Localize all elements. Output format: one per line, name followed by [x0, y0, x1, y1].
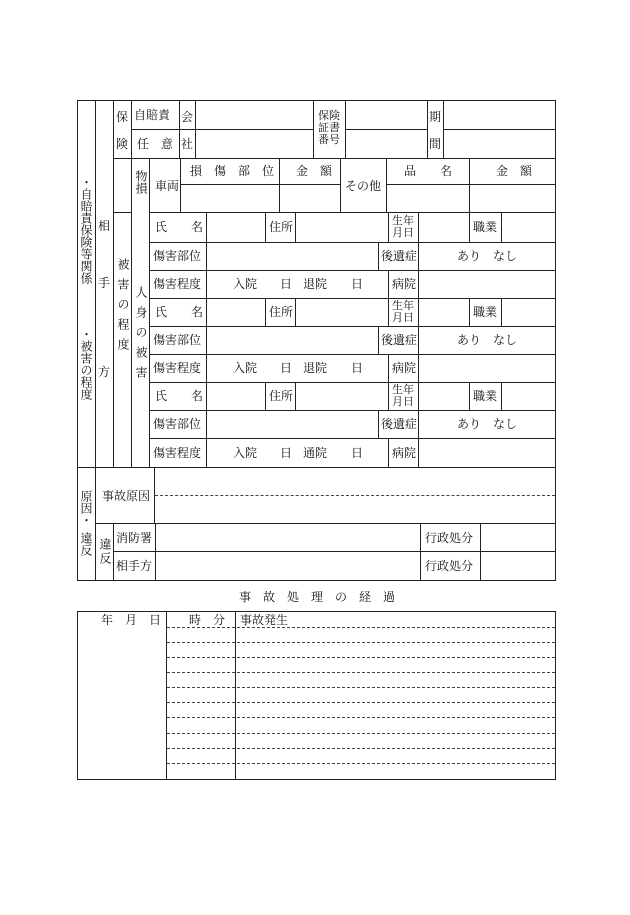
- nichi-label-2b: 日: [351, 361, 364, 375]
- genin-label: 原因・: [79, 490, 93, 526]
- gyosei-shobun-label-2: 行政処分: [425, 559, 474, 573]
- nichi-label-2a: 日: [280, 361, 293, 375]
- birth-label-3a: 生年: [392, 383, 414, 396]
- address-label-3: 住所: [269, 389, 294, 403]
- hoken-shosho-2: 証書: [318, 121, 340, 134]
- ihan-v-label: 違反: [98, 538, 112, 566]
- occupation-label-1: 職業: [473, 220, 498, 234]
- nyuin-label-3: 入院: [233, 446, 258, 460]
- jiko-hassei-entry: 事故発生: [240, 613, 289, 627]
- birth-label-1a: 生年: [392, 214, 414, 227]
- kaisha-sha-label: 社: [181, 137, 194, 151]
- te-label: 手: [98, 276, 111, 290]
- songai-bui-header: 損 傷 部 位: [190, 164, 275, 178]
- kingaku2-header: 金 額: [496, 164, 533, 178]
- hoken-shosho-3: 番号: [318, 133, 340, 146]
- occupation-label-3: 職業: [473, 389, 498, 403]
- nichi-label-3a: 日: [280, 446, 293, 460]
- jinshin-no-higai-label: 人身の被害: [134, 286, 148, 386]
- injury-part-label-2: 傷害部位: [153, 333, 202, 347]
- sequela-label-1: 後遺症: [381, 249, 418, 263]
- sequela-values-2: あり なし: [457, 333, 518, 347]
- jibaiseki-label: 自賠責: [134, 108, 171, 122]
- injury-degree-label-3: 傷害程度: [153, 446, 202, 460]
- birth-label-3b: 月日: [392, 395, 414, 408]
- ken-label: 険: [116, 137, 129, 151]
- nyuin-label-1: 入院: [233, 277, 258, 291]
- jifun-header: 時 分: [189, 613, 226, 627]
- higai-no-teido-label: 被害の程度: [116, 258, 130, 358]
- sonota-label: その他: [345, 179, 382, 193]
- injury-degree-label-1: 傷害程度: [153, 277, 202, 291]
- kingaku-header: 金 額: [296, 164, 333, 178]
- name-label-1: 氏 名: [155, 220, 204, 234]
- taiin-label-1: 退院: [303, 277, 328, 291]
- aite-label: 相: [98, 219, 111, 233]
- sharyo-label: 車両: [155, 179, 180, 193]
- nini-label: 任 意: [137, 137, 174, 151]
- busson-label: 物損: [134, 170, 148, 194]
- sequela-values-3: あり なし: [457, 417, 518, 431]
- kikan-2-label: 間: [429, 137, 442, 151]
- kata-label: 方: [98, 365, 111, 379]
- sequela-label-2: 後遺症: [381, 333, 418, 347]
- address-label-1: 住所: [269, 220, 294, 234]
- hoken-label: 保: [116, 110, 129, 124]
- address-label-2: 住所: [269, 305, 294, 319]
- gyosei-shobun-label-1: 行政処分: [425, 531, 474, 545]
- side-title-top: ・自賠責保険等関係: [79, 176, 93, 284]
- nyuin-label-2: 入院: [233, 361, 258, 375]
- kikan-1-label: 期: [429, 110, 442, 124]
- birth-label-2a: 生年: [392, 299, 414, 312]
- hoken-shosho-1: 保険: [318, 109, 340, 122]
- side-title-bottom: ・被害の程度: [79, 328, 93, 400]
- jiko-genin-label: 事故原因: [102, 489, 151, 503]
- name-label-3: 氏 名: [155, 389, 204, 403]
- name-label-2: 氏 名: [155, 305, 204, 319]
- hinmei-header: 品 名: [404, 164, 453, 178]
- sequela-label-3: 後遺症: [381, 417, 418, 431]
- injury-degree-label-2: 傷害程度: [153, 361, 202, 375]
- shobosho-label: 消防署: [116, 531, 153, 545]
- aitekata-label: 相手方: [116, 559, 153, 573]
- byoin-label-2: 病院: [392, 361, 417, 375]
- taiin-label-2: 退院: [303, 361, 328, 375]
- nichi-label-3b: 日: [351, 446, 364, 460]
- sequela-values-1: あり なし: [457, 249, 518, 263]
- tsuin-label-3: 通院: [303, 446, 328, 460]
- kaisha-kai-label: 会: [181, 110, 194, 124]
- occupation-label-2: 職業: [473, 305, 498, 319]
- process-title: 事 故 処 理 の 経 過: [239, 590, 396, 604]
- nichi-label-1a: 日: [280, 277, 293, 291]
- byoin-label-3: 病院: [392, 446, 417, 460]
- injury-part-label-1: 傷害部位: [153, 249, 202, 263]
- byoin-label-1: 病院: [392, 277, 417, 291]
- birth-label-1b: 月日: [392, 226, 414, 239]
- nichi-label-1b: 日: [351, 277, 364, 291]
- ihan-label: 違反: [79, 532, 93, 556]
- injury-part-label-3: 傷害部位: [153, 417, 202, 431]
- birth-label-2b: 月日: [392, 311, 414, 324]
- nengappi-header: 年 月 日: [101, 613, 162, 627]
